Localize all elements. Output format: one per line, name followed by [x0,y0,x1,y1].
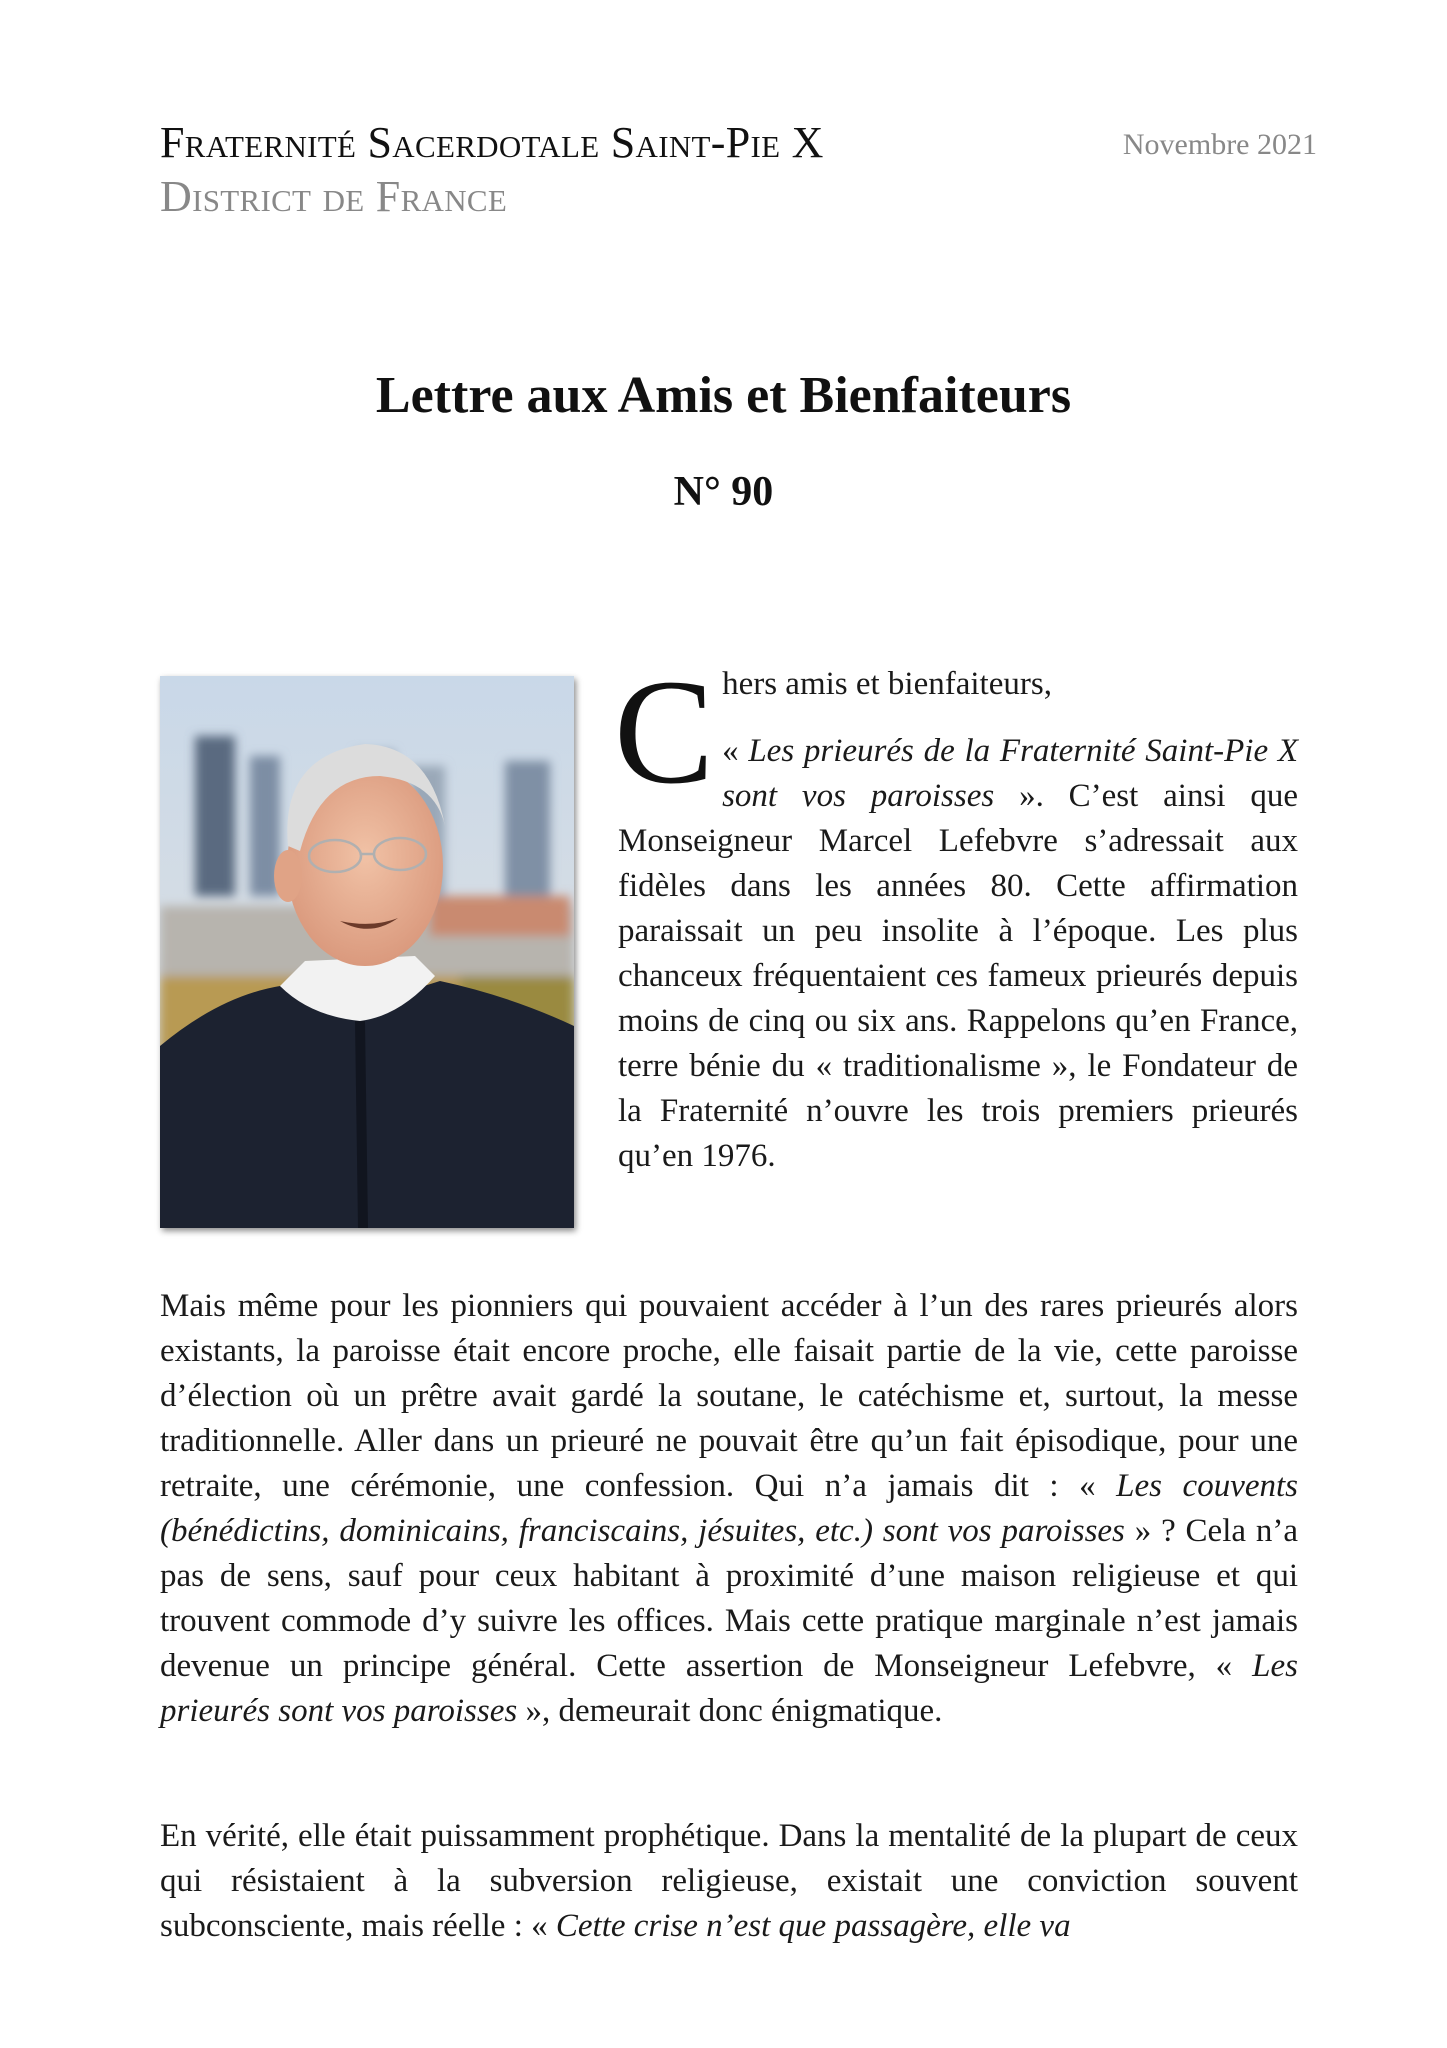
quote-couvents: Les couvents (bénédictins, dominicains, franciscains, jésuites, etc.) sont vos paroisses [160,1468,1298,1549]
paragraph-3 [160,1814,1298,1949]
issue-date: Novembre 2021 [1122,128,1317,161]
letter-opening-column [614,649,1299,1179]
quote-open: « [722,733,749,769]
paragraph-1-text: ». C’est ainsi que Monseigneur Marcel Lefebvre s’adressait aux fidèles dans les années 80. Cette affirmation paraissait un peu insolite à l’époque. Les plus chanceux fréquentaient ces fameux prieurés depuis moins de cinq ou six ans. Rappelons qu’en France, terre bénie du « traditionalisme », le Fondateur de la Fraternité n’ouvre les trois premiers prieurés qu’en 1976. [618,778,1298,1174]
paragraph-2-text-c: », demeurait donc énigmatique. [517,1693,943,1729]
paragraph-2 [160,1284,1298,1734]
paragraph-2-text-b: » ? Cela n’a pas de sens, sauf pour ceux habitant à proximité d’une maison religieuse et qui trouvent commode d’y suivre les offices. Mais cette pratique marginale n’est jamais devenue un principe général. Cette assertion de Monseigneur Lefebvre, « [160,1513,1298,1684]
portrait-illustration [160,676,574,1228]
paragraph-1 [618,729,1298,1179]
salutation: hers amis et bienfaiteurs, [722,666,1052,702]
issue-number: N° 90 [673,469,774,515]
paragraph-3-text: En vérité, elle était puissamment prophétique. Dans la mentalité de la plupart de ceux qui résistaient à la subversion religieuse, existait une conviction souvent subconsciente, mais réelle : « [160,1818,1298,1944]
quote-lefebvre: Les prieurés de la Fraternité Saint-Pie X sont vos paroisses [722,733,1299,814]
quote-prieures: Les prieurés sont vos paroisses [160,1648,1298,1729]
author-portrait-photo [160,676,574,1228]
district-name: District de France [160,172,508,221]
document-title: Lettre aux Amis et Bienfaiteurs [375,367,1072,424]
paragraph-2-text-a: Mais même pour les pionniers qui pouvaient accéder à l’un des rares prieurés alors existants, la paroisse était encore proche, elle faisait partie de la vie, cette paroisse d’élection où un prêtre avait gardé la soutane, le catéchisme et, surtout, la messe traditionnelle. Aller dans un prieuré ne pouvait être qu’un fait épisodique, pour une retraite, une cérémonie, une confession. Qui n’a jamais dit : « [160,1288,1298,1504]
drop-cap: C [614,649,715,815]
quote-crise: Cette crise n’est que passagère, elle va [555,1908,1071,1944]
organization-name: Fraternité Sacerdotale Saint-Pie X [160,118,824,167]
